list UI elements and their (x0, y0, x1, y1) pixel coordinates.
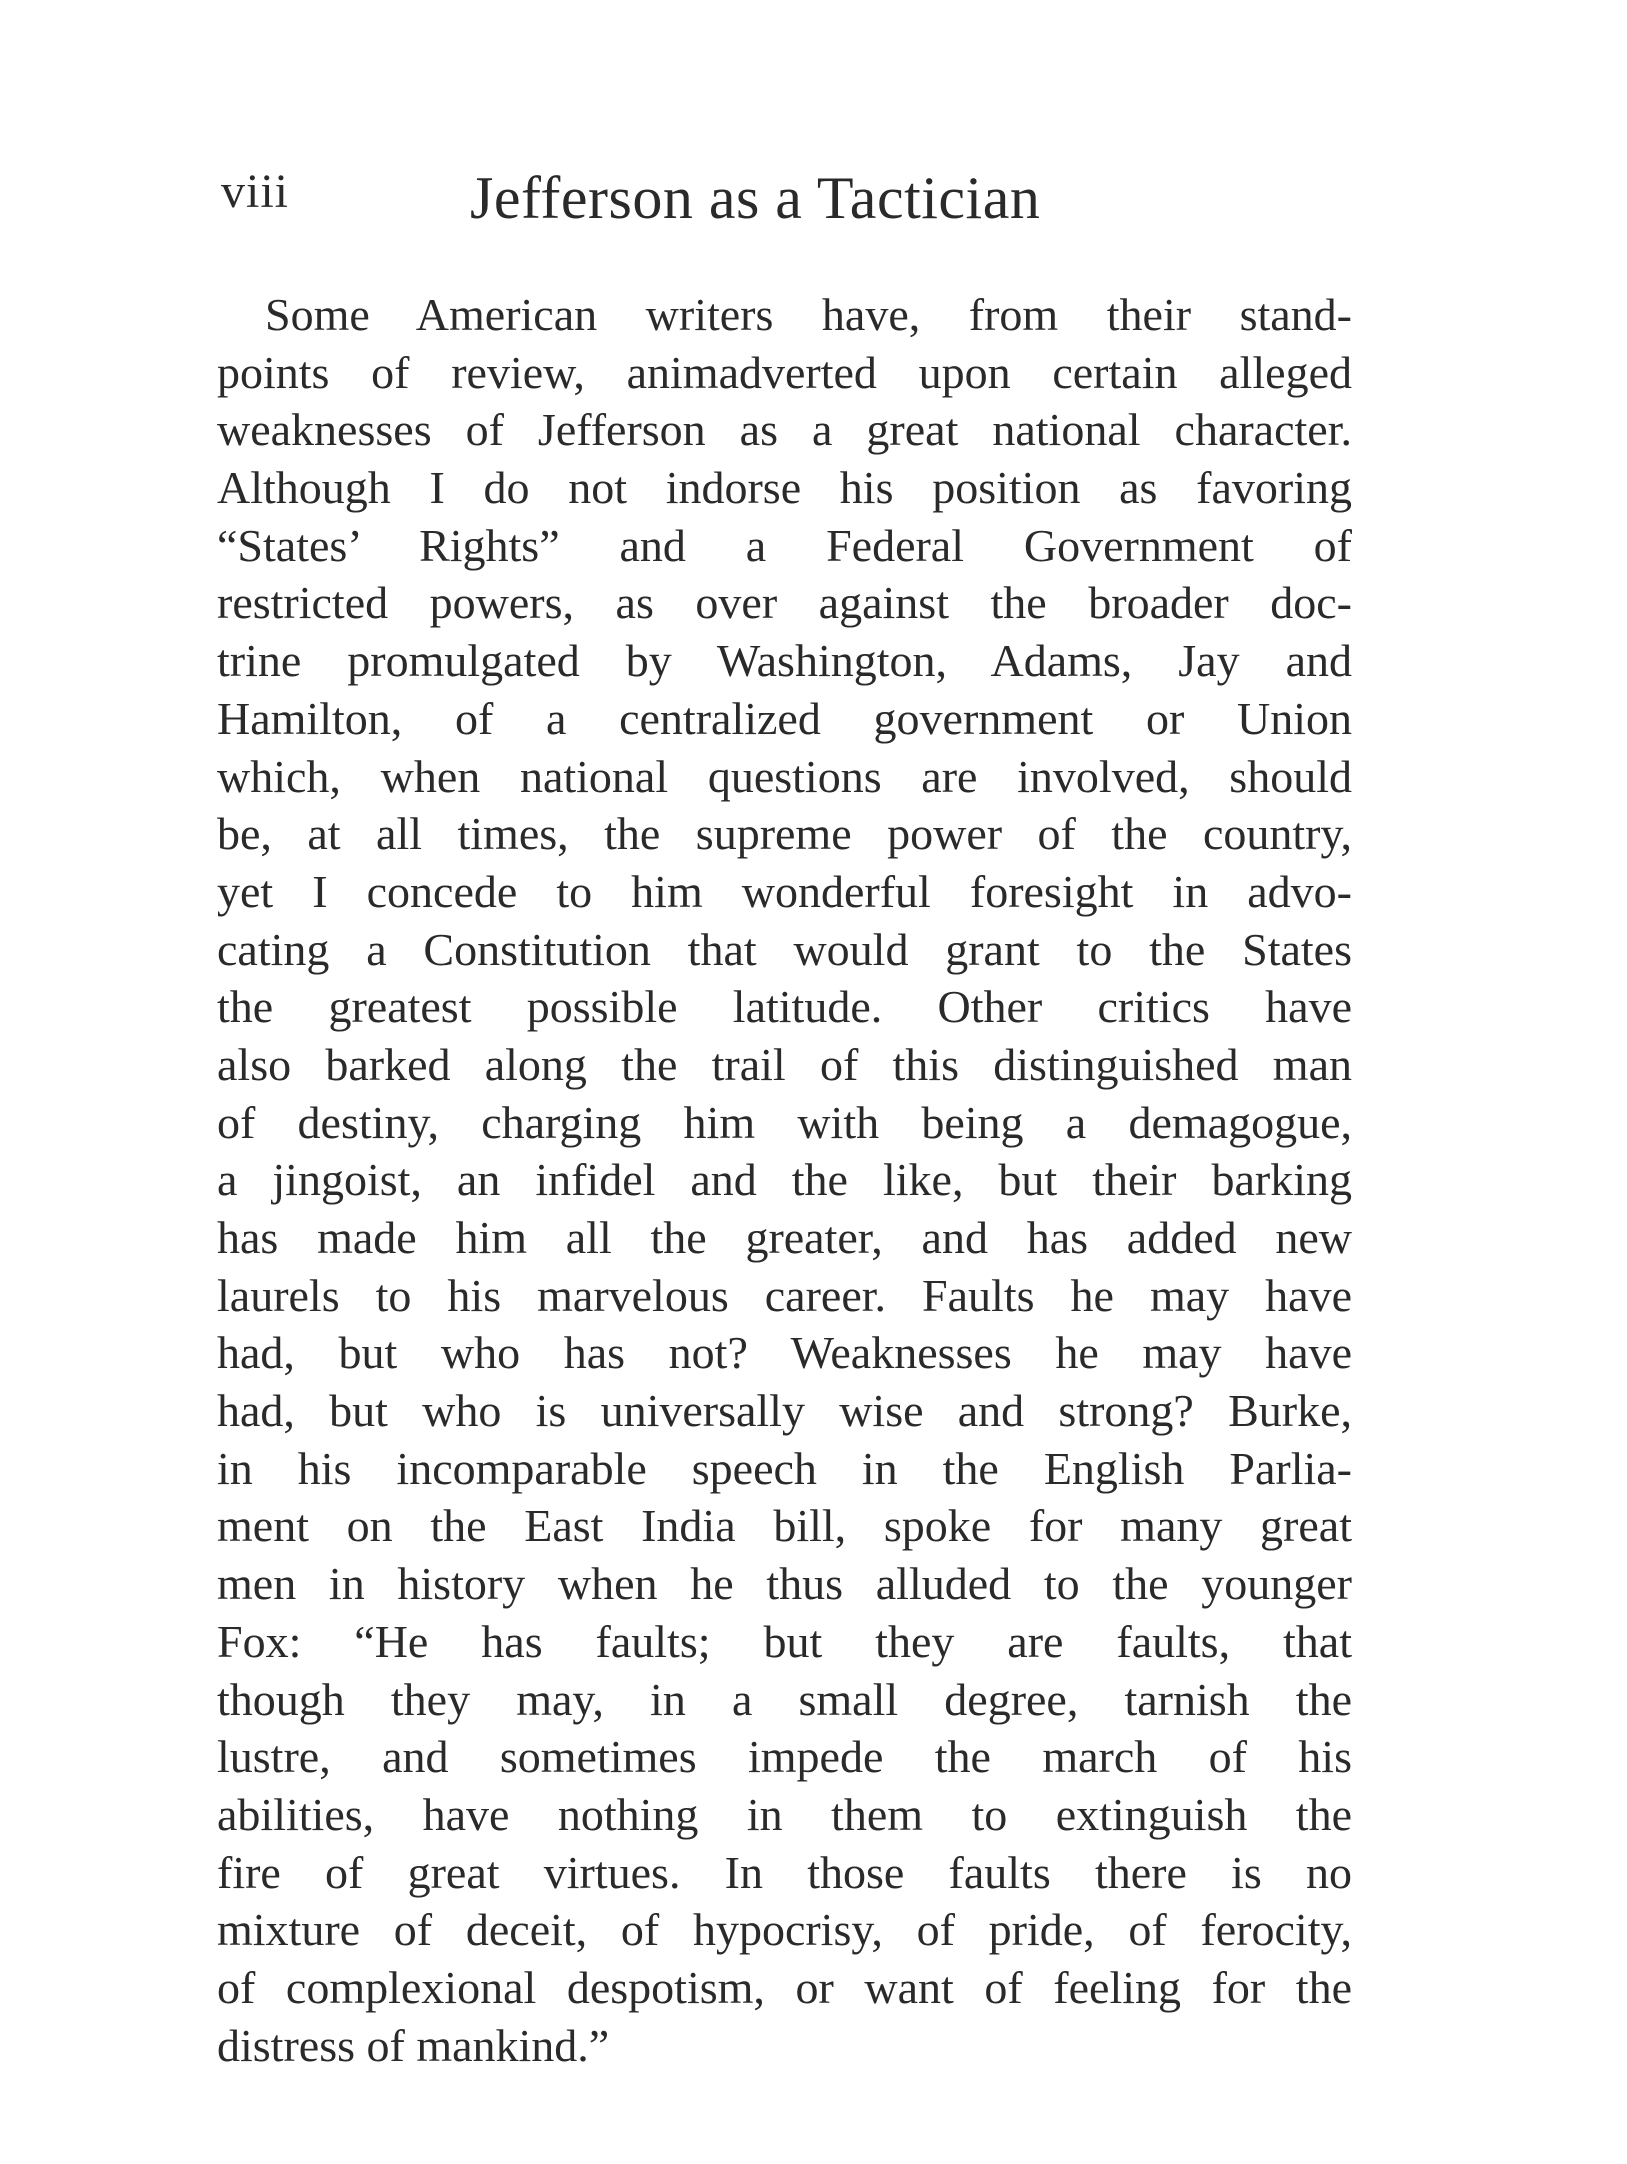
text-line: lustre, and sometimes impede the march of his (217, 1731, 1352, 1783)
page-number: viii (221, 165, 290, 218)
text-line: laurels to his marvelous career. Faults he may have (217, 1269, 1352, 1321)
text-line: ment on the East India bill, spoke for many great (217, 1500, 1352, 1552)
text-line: of destiny, charging him with being a demagogue, (217, 1096, 1352, 1148)
text-line: men in history when he thus alluded to the younger (217, 1558, 1352, 1610)
text-line: the greatest possible latitude. Other critics have (217, 981, 1352, 1033)
text-line: restricted powers, as over against the broader doc- (217, 577, 1352, 629)
text-line: “States’ Rights” and a Federal Government of (217, 519, 1352, 571)
text-line: points of review, animadverted upon certain alleged (217, 346, 1352, 398)
text-line: Hamilton, of a centralized government or Union (217, 692, 1352, 744)
running-title: Jefferson as a Tactician (470, 165, 1041, 231)
text-line: though they may, in a small degree, tarnish the (217, 1673, 1352, 1725)
text-line: had, but who is universally wise and strong? Burke, (217, 1385, 1352, 1437)
text-line: be, at all times, the supreme power of the country, (217, 808, 1352, 860)
text-line: fire of great virtues. In those faults there is no (217, 1846, 1352, 1898)
text-line: Some American writers have, from their stand- (265, 289, 1352, 340)
text-line: Fox: “He has faults; but they are faults, that (217, 1615, 1352, 1667)
text-line: cating a Constitution that would grant to the States (217, 923, 1352, 975)
text-line: had, but who has not? Weaknesses he may have (217, 1327, 1352, 1379)
text-line: which, when national questions are involved, should (217, 750, 1352, 802)
text-line: yet I concede to him wonderful foresight in advo- (217, 865, 1352, 917)
text-line: trine promulgated by Washington, Adams, Jay and (217, 635, 1352, 687)
text-line: mixture of deceit, of hypocrisy, of pride, of ferocity, (217, 1904, 1352, 1956)
text-line: distress of mankind.” (217, 2019, 610, 2071)
text-line: weaknesses of Jefferson as a great national character. (217, 404, 1352, 456)
text-line: of complexional despotism, or want of feeling for the (217, 1961, 1352, 2013)
text-line: also barked along the trail of this distinguished man (217, 1038, 1352, 1090)
text-line: abilities, have nothing in them to extinguish the (217, 1788, 1352, 1840)
text-line: in his incomparable speech in the English Parlia- (217, 1442, 1352, 1494)
text-line: has made him all the greater, and has added new (217, 1212, 1352, 1263)
text-line: a jingoist, an infidel and the like, but their barking (217, 1154, 1352, 1206)
body-paragraph (217, 286, 1352, 2074)
text-line: Although I do not indorse his position as favoring (217, 462, 1352, 514)
